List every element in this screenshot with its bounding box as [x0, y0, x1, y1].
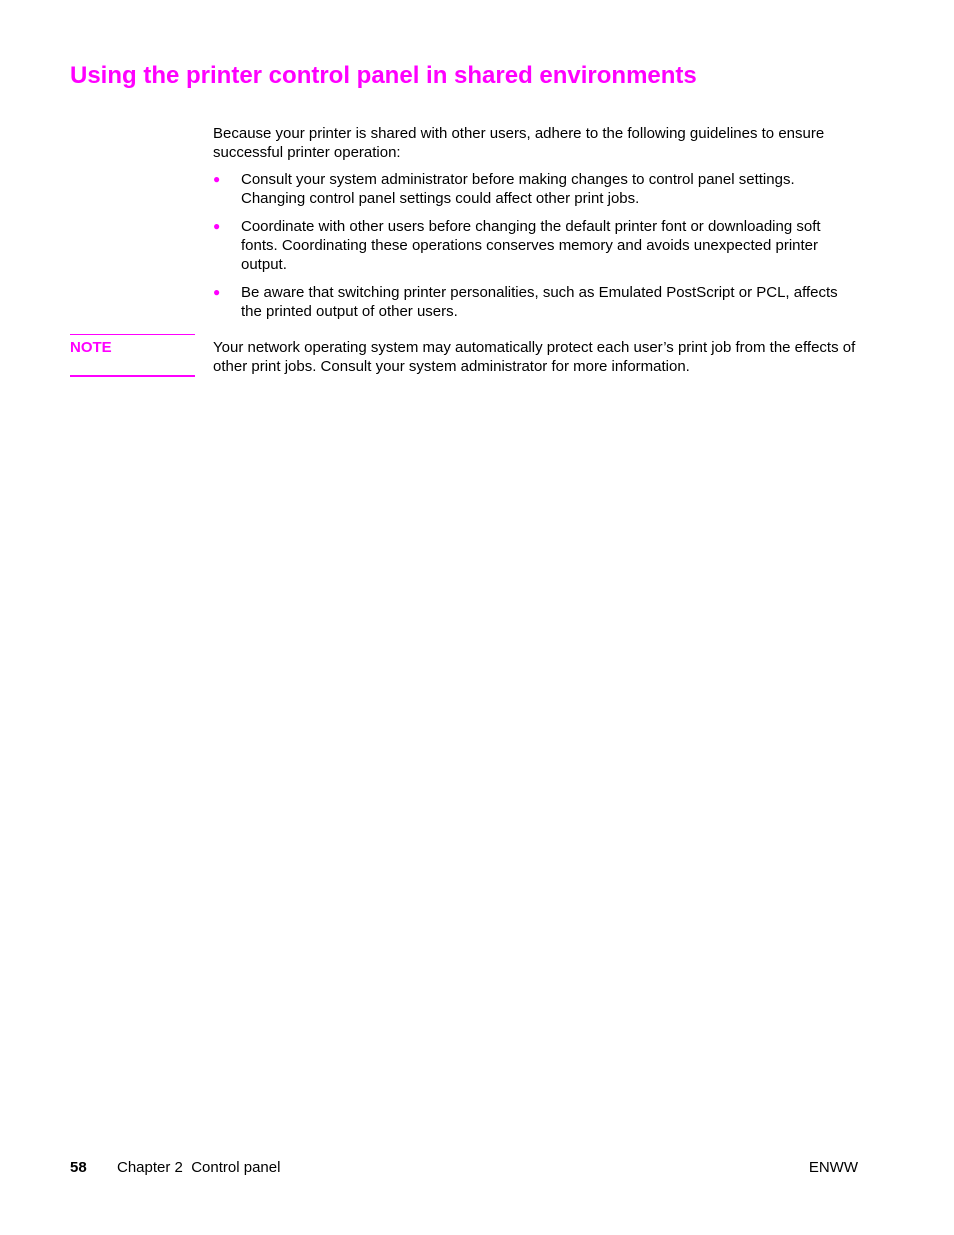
footer-right-label: ENWW: [808, 1159, 858, 1176]
intro-paragraph: Because your printer is shared with other users, adhere to the following guidelines to ensure successful printer operation:: [213, 125, 825, 161]
page-number: 58: [70, 1159, 87, 1176]
note-top-divider: [70, 334, 195, 335]
bullet-icon: ●: [213, 172, 221, 186]
note-text: Your network operating system may automatically protect each user’s print job from the effects of other print jobs. Consult your system administrator for more information.: [213, 339, 856, 375]
list-item: [213, 283, 858, 321]
note-label: NOTE: [70, 339, 112, 356]
list-item: [213, 170, 858, 208]
page-title: Using the printer control panel in shared environments: [70, 62, 697, 89]
list-item-text: Be aware that switching printer personalities, such as Emulated PostScript or PCL, affects the printed output of other users.: [241, 284, 838, 320]
guidelines-list: [213, 170, 858, 330]
list-item-text: Coordinate with other users before changing the default printer font or downloading soft fonts. Coordinating these operations conserves memory and avoids unexpected printer output.: [241, 218, 821, 273]
list-item-text: Consult your system administrator before making changes to control panel settings. Changing control panel settings could affect other print jobs.: [241, 171, 795, 207]
bullet-icon: ●: [213, 285, 221, 299]
bullet-icon: ●: [213, 219, 221, 233]
note-bottom-divider: [70, 375, 195, 377]
list-item: [213, 217, 858, 274]
chapter-label: Chapter 2 Control panel: [117, 1159, 281, 1176]
